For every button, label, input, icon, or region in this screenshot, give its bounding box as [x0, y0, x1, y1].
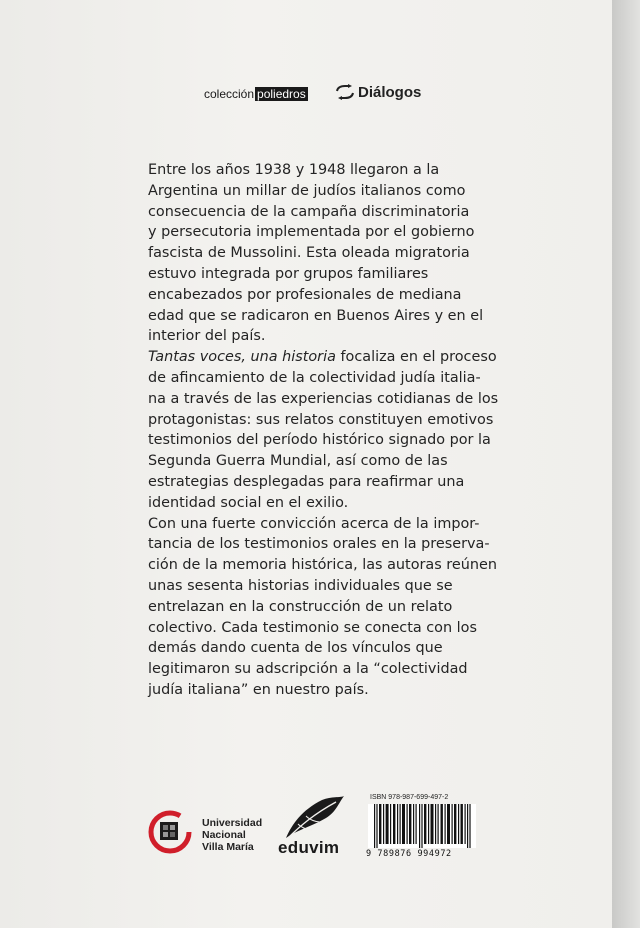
isbn-barcode [366, 796, 478, 864]
eduvim-wordmark: eduvim [278, 838, 340, 857]
blurb-line: judía italiana” en nuestro país. [148, 681, 369, 698]
unvm-name [202, 817, 262, 853]
series-header [0, 84, 612, 106]
blurb-line: demás dando cuenta de los vínculos que [148, 640, 443, 657]
blurb-line: Entre los años 1938 y 1948 llegaron a la [148, 162, 440, 178]
blurb-line: protagonistas: sus relatos constituyen emotivos [148, 411, 494, 428]
blurb-line: identidad social en el exilio. [148, 494, 349, 511]
blurb-line: Con una fuerte convicción acerca de la impor- [148, 515, 480, 532]
blurb-line: Segunda Guerra Mundial, así como de las [148, 453, 448, 470]
eduvim-logo [272, 794, 356, 864]
blurb-line: na a través de las experiencias cotidianas de los [148, 390, 499, 407]
blurb-line: tancia de los testimonios orales en la preserva- [148, 536, 490, 553]
blurb-line: colectivo. Cada testimonio se conecta con los [148, 619, 477, 636]
blurb-line: estuvo integrada por grupos familiares [148, 265, 429, 282]
blurb-line: encabezados por profesionales de mediana [148, 286, 462, 303]
poliedros-label: poliedros [257, 87, 306, 101]
publisher-logos [0, 790, 612, 870]
barcode-digits: 9 789876 994972 [366, 849, 452, 859]
blurb-text: focaliza en el proceso [335, 349, 497, 366]
dialogos-label: Diálogos [358, 84, 422, 101]
unvm-line: Villa María [202, 841, 254, 853]
blurb-line: legitimaron su adscripción a la “colectividad [148, 661, 468, 678]
blurb-line: Argentina un millar de judíos italianos como [148, 182, 466, 199]
blurb-line: edad que se radicaron en Buenos Aires y en el [148, 307, 484, 324]
blurb-line: consecuencia de la campaña discriminatoria [148, 203, 470, 220]
blurb-line: de afincamiento de la colectividad judía italia- [148, 369, 481, 386]
coleccion-poliedros-logo [204, 87, 308, 101]
blurb-line: y persecutoria implementada por el gobierno [148, 224, 475, 241]
blurb-line: unas sesenta historias individuales que se [148, 577, 453, 594]
blurb-line: entrelazan en la construcción de un relato [148, 598, 453, 615]
book-title: Tantas voces, una historia [148, 349, 336, 366]
blurb-line: interior del país. [148, 328, 266, 345]
unvm-emblem-icon [148, 808, 196, 856]
isbn-number: ISBN 978-987-699-497-2 [370, 794, 449, 801]
blurb-line: testimonios del período histórico signado por la [148, 432, 491, 449]
blurb-line: estrategias desplegadas para reafirmar una [148, 473, 465, 490]
barcode-bars [368, 804, 476, 848]
coleccion-prefix: colección [204, 87, 255, 101]
back-cover-blurb [148, 160, 499, 701]
unvm-line: Nacional [202, 829, 246, 841]
dialogos-logo [334, 84, 421, 101]
unvm-line: Universidad [202, 817, 263, 829]
blurb-line [148, 347, 497, 368]
quill-icon [278, 794, 348, 842]
dialogos-arrows-icon [334, 84, 356, 100]
blurb-line: ción de la memoria histórica, las autoras reúnen [148, 557, 497, 574]
blurb-line: fascista de Mussolini. Esta oleada migratoria [148, 245, 470, 262]
